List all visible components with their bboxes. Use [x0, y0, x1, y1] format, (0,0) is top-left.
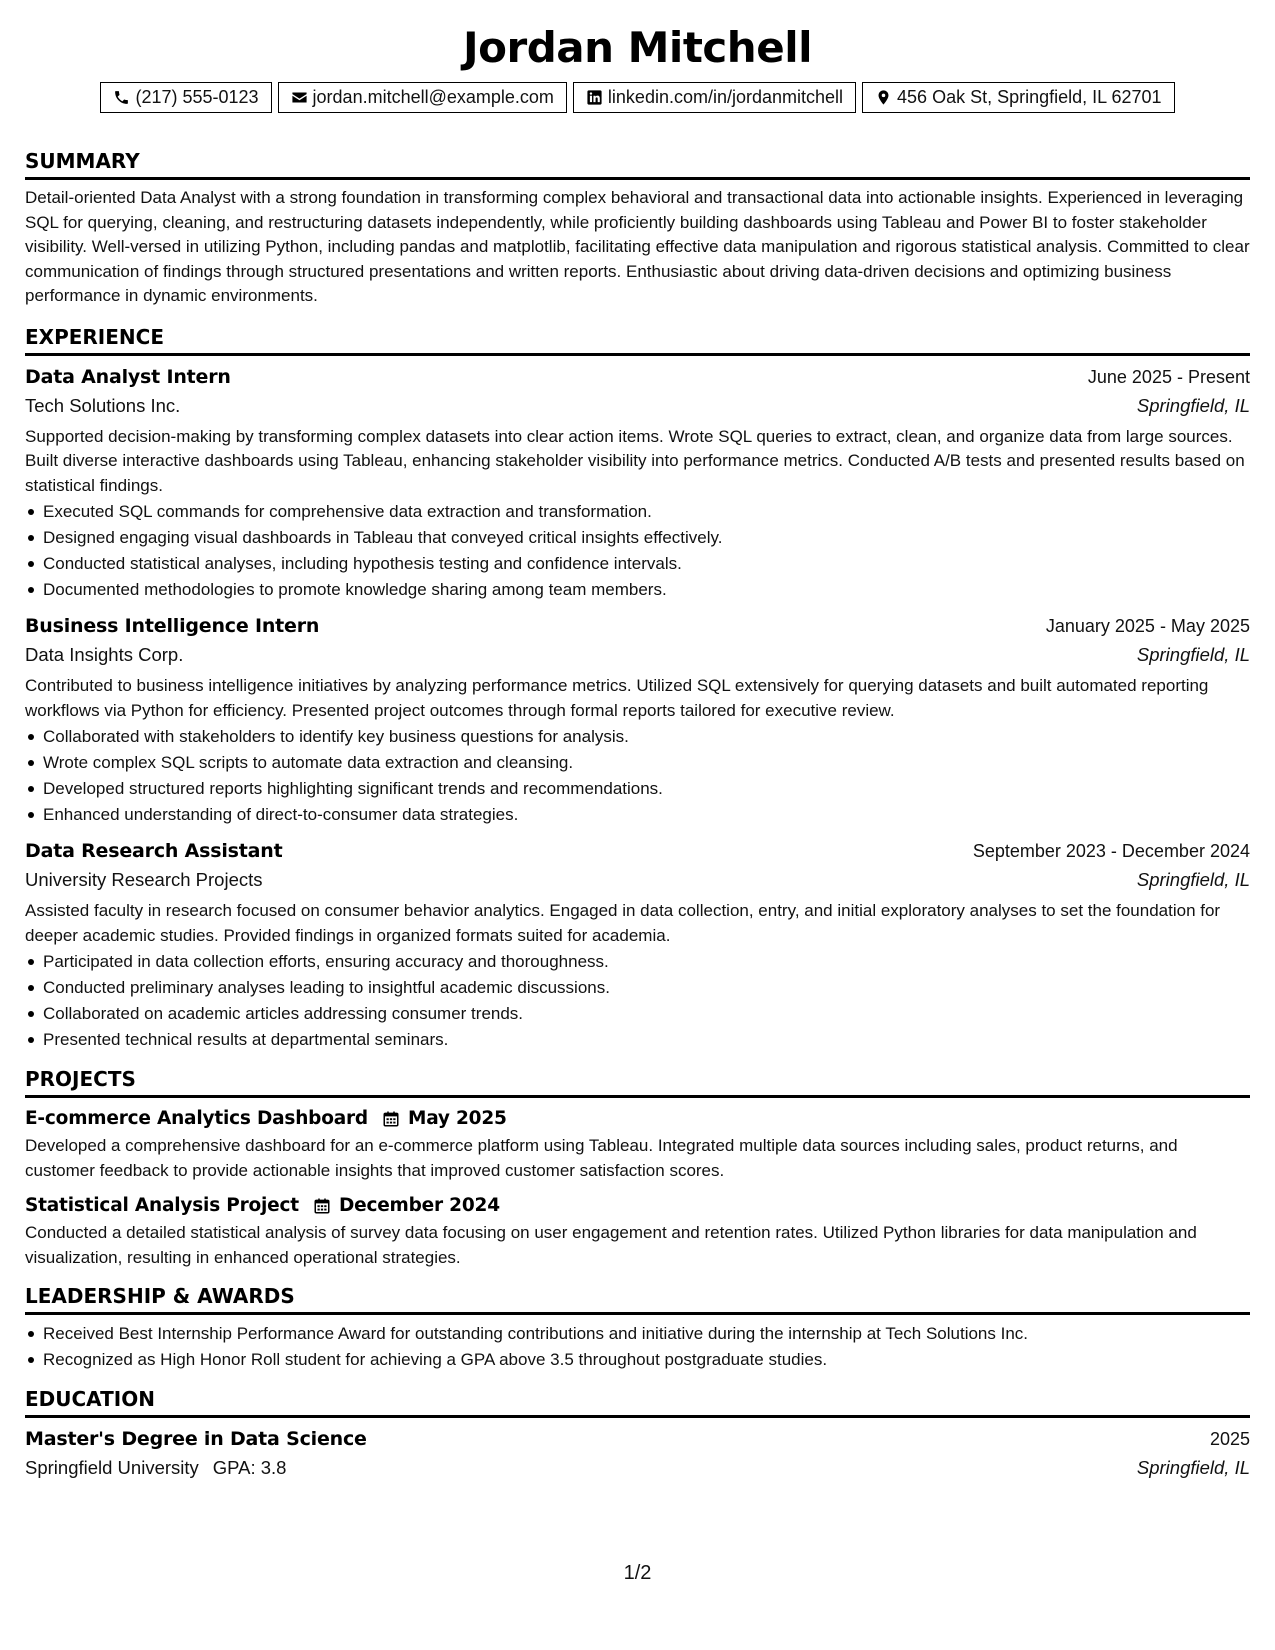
job-location: Springfield, IL: [1136, 869, 1250, 890]
contact-bar: [25, 82, 1250, 113]
linkedin-icon: [586, 89, 603, 106]
list-item: Presented technical results at departmental seminars.: [25, 1027, 1250, 1053]
project-entry: [25, 1191, 1250, 1270]
list-item: Conducted statistical analyses, including hypothesis testing and confidence intervals.: [25, 551, 1250, 577]
section-divider: [25, 353, 1250, 356]
list-item: Received Best Internship Performance Award for outstanding contributions and initiative during the internship at Tech Solutions Inc.: [25, 1321, 1250, 1347]
contact-email-text: jordan.mitchell@example.com: [312, 87, 554, 107]
experience-section: [25, 323, 1250, 1054]
project-date: December 2024: [338, 1195, 500, 1216]
summary-text: Detail-oriented Data Analyst with a strong foundation in transforming complex behavioral and transactional data into actionable insights. Experienced in leveraging SQL for querying, cleaning, and restructuring datasets independently, while proficiently building dashboards using Tableau and Power BI to foster stakeholder visibility. Well-versed in utilizing Python, including pandas and matplotlib, facilitating effective data manipulation and rigorous statistical analysis. Committed to clear communication of findings through structured presentations and written reports. Enthusiastic about driving data-driven decisions and optimizing business performance in dynamic environments.: [25, 188, 1250, 305]
school-name: Springfield University: [25, 1457, 199, 1478]
section-title: PROJECTS: [25, 1067, 136, 1091]
job-title: Data Research Assistant: [25, 840, 283, 862]
gpa-value: GPA: 3.8: [212, 1457, 287, 1478]
job-date: January 2025 - May 2025: [1045, 616, 1250, 636]
section-divider: [25, 1095, 1250, 1098]
list-item: Executed SQL commands for comprehensive data extraction and transformation.: [25, 499, 1250, 525]
calendar-icon: [382, 1110, 400, 1128]
job-date: September 2023 - December 2024: [972, 841, 1250, 861]
section-divider: [25, 1312, 1250, 1315]
degree-name: Master's Degree in Data Science: [25, 1428, 367, 1450]
project-entry: [25, 1104, 1250, 1183]
list-item: Recognized as High Honor Roll student for achieving a GPA above 3.5 throughout postgraduate studies.: [25, 1347, 1250, 1373]
section-title: LEADERSHIP & AWARDS: [25, 1284, 295, 1308]
job-description: Contributed to business intelligence initiatives by analyzing performance metrics. Utilized SQL extensively for querying datasets and built automated reporting workflows via Python for efficiency. Presented project outcomes through formal reports tailored for executive review.: [25, 676, 1209, 720]
job-location: Springfield, IL: [1136, 644, 1250, 665]
envelope-icon: [291, 89, 308, 106]
company-name: Data Insights Corp.: [25, 644, 184, 665]
list-item: Collaborated on academic articles addressing consumer trends.: [25, 1001, 1250, 1027]
experience-entry: [25, 611, 1250, 828]
company-name: Tech Solutions Inc.: [25, 394, 181, 416]
job-location: Springfield, IL: [1136, 394, 1250, 416]
job-date: June 2025 - Present: [1087, 366, 1250, 387]
experience-entry: [25, 836, 1250, 1053]
list-item: Enhanced understanding of direct-to-consumer data strategies.: [25, 802, 1250, 828]
map-marker-icon: [875, 89, 892, 106]
contact-email[interactable]: [278, 82, 567, 113]
list-item: Developed structured reports highlighting significant trends and recommendations.: [25, 776, 1250, 802]
summary-section: [25, 147, 1250, 309]
list-item: Conducted preliminary analyses leading to insightful academic discussions.: [25, 975, 1250, 1001]
company-name: University Research Projects: [25, 869, 263, 890]
calendar-icon: [313, 1197, 331, 1215]
page-number: 1/2: [623, 1562, 652, 1584]
section-title: EXPERIENCE: [25, 324, 164, 349]
list-item: Documented methodologies to promote knowledge sharing among team members.: [25, 577, 1250, 603]
contact-linkedin-text: linkedin.com/in/jordanmitchell: [607, 87, 844, 107]
education-section: [25, 1385, 1250, 1482]
project-name: Statistical Analysis Project: [25, 1195, 299, 1216]
section-title: EDUCATION: [25, 1387, 155, 1411]
job-title: Business Intelligence Intern: [25, 615, 320, 637]
contact-address-text: 456 Oak St, Springfield, IL 62701: [897, 87, 1162, 107]
job-description: Supported decision-making by transforming complex datasets into clear action items. Wrote SQL queries to extract, clean, and organize data from large sources. Built diverse interactive dashboards using Tableau, enhancing stakeholder visibility into performance metrics. Conducted A/B tests and presented results based on statistical findings.: [25, 426, 1245, 495]
contact-address[interactable]: [862, 82, 1175, 113]
contact-phone-text: (217) 555-0123: [135, 87, 259, 107]
resume-page: [25, 18, 1250, 1482]
project-description: Conducted a detailed statistical analysis of survey data focusing on user engagement and retention rates. Utilized Python libraries for data manipulation and visualization, resulting in enhanced operational strategies.: [25, 1223, 1197, 1267]
section-title: SUMMARY: [25, 149, 140, 173]
job-title: Data Analyst Intern: [25, 365, 231, 388]
job-description: Assisted faculty in research focused on consumer behavior analytics. Engaged in data collection, entry, and initial exploratory analyses to set the foundation for deeper academic studies. Provided findings in organized formats suited for academia.: [25, 901, 1221, 945]
graduation-year: 2025: [1209, 1429, 1250, 1449]
candidate-name: Jordan Mitchell: [463, 23, 812, 72]
list-item: Designed engaging visual dashboards in Tableau that conveyed critical insights effectively.: [25, 525, 1250, 551]
leadership-section: [25, 1282, 1250, 1373]
contact-phone[interactable]: [100, 82, 271, 113]
experience-entry: [25, 362, 1250, 604]
job-bullets: [25, 499, 1250, 603]
school-location: Springfield, IL: [1136, 1457, 1250, 1478]
job-bullets: [25, 949, 1250, 1053]
phone-icon: [113, 89, 130, 106]
section-divider: [25, 1415, 1250, 1418]
job-bullets: [25, 724, 1250, 828]
project-name: E-commerce Analytics Dashboard: [25, 1108, 368, 1129]
project-date: May 2025: [407, 1108, 507, 1129]
projects-section: [25, 1065, 1250, 1270]
awards-list: [25, 1321, 1250, 1373]
project-description: Developed a comprehensive dashboard for an e-commerce platform using Tableau. Integrated multiple data sources including sales, product returns, and customer feedback to provide actionable insights that improved customer satisfaction scores.: [25, 1136, 1178, 1180]
section-divider: [25, 177, 1250, 180]
contact-linkedin[interactable]: [573, 82, 856, 113]
list-item: Wrote complex SQL scripts to automate data extraction and cleansing.: [25, 750, 1250, 776]
list-item: Collaborated with stakeholders to identify key business questions for analysis.: [25, 724, 1250, 750]
list-item: Participated in data collection efforts, ensuring accuracy and thoroughness.: [25, 949, 1250, 975]
